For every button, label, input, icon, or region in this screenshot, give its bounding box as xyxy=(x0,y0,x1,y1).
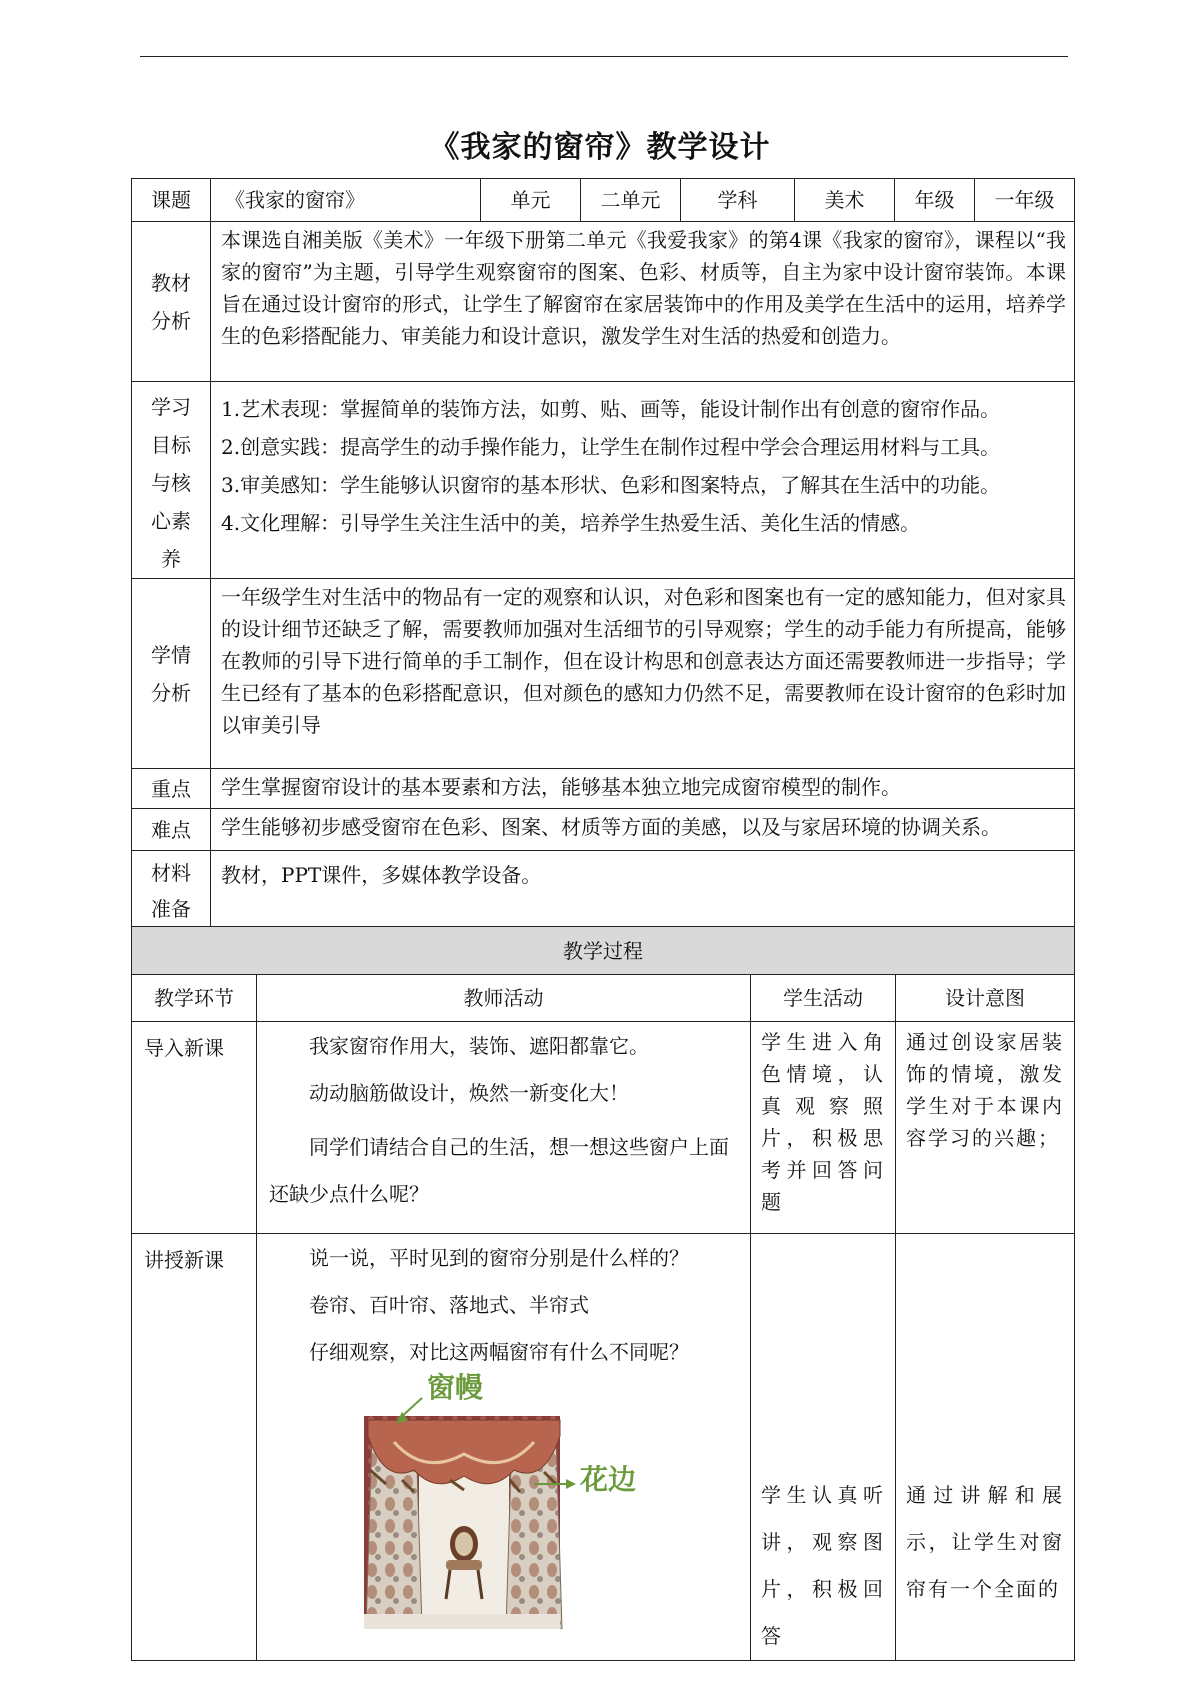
teacher-line: 动动脑筋做设计，焕然一新变化大！ xyxy=(309,1081,629,1105)
info-row xyxy=(132,179,1075,222)
lesson-info-table xyxy=(131,178,1075,929)
key-point-text: 学生掌握窗帘设计的基本要素和方法，能够基本独立地完成窗帘模型的制作。 xyxy=(211,769,1075,809)
difficulty-label: 难点 xyxy=(132,809,211,851)
stage-label: 导入新课 xyxy=(132,1022,257,1234)
curtain-picture xyxy=(364,1384,664,1629)
curtain-illustration xyxy=(364,1371,664,1629)
teaching-process-table xyxy=(131,926,1075,1661)
subject-value: 美术 xyxy=(795,179,895,222)
grade-label: 年级 xyxy=(895,179,975,222)
material-analysis-text: 本课选自湘美版《美术》一年级下册第二单元《我爱我家》的第4课《我家的窗帘》，课程以“我家的窗帘”为主题，引导学生观察窗帘的图案、色彩、材质等，自主为家中设计窗帘装饰。本课旨在通过设计窗帘的形式，让学生了解窗帘在家居装饰中的作用及美学在生活中的运用，培养学生的色彩搭配能力、审美能力和设计意识，激发学生对生活的热爱和创造力。 xyxy=(211,222,1075,382)
stage-label: 讲授新课 xyxy=(132,1234,257,1661)
goal-item: 2.创意实践：提高学生的动手操作能力，让学生在制作过程中学会合理运用材料与工具。 xyxy=(221,435,1001,459)
process-row-teaching xyxy=(132,1234,1075,1661)
goal-item: 1.艺术表现：掌握简单的装饰方法，如剪、贴、画等，能设计制作出有创意的窗帘作品。 xyxy=(221,397,1001,421)
process-heading-row xyxy=(132,927,1075,975)
grade-value: 一年级 xyxy=(975,179,1075,222)
document-title: 《我家的窗帘》教学设计 xyxy=(429,130,771,165)
topic-value: 《我家的窗帘》 xyxy=(211,179,481,222)
column-header: 学生活动 xyxy=(751,975,896,1022)
column-header: 设计意图 xyxy=(896,975,1075,1022)
materials-prep-row xyxy=(132,851,1075,929)
difficulty-row xyxy=(132,809,1075,851)
teacher-activity xyxy=(257,1022,751,1234)
teacher-activity xyxy=(257,1234,751,1661)
teacher-line: 说一说，平时见到的窗帘分别是什么样的？ xyxy=(309,1246,689,1270)
learning-goals-label: 学习 目标 与核 心素 养 xyxy=(132,382,211,579)
process-row-intro xyxy=(132,1022,1075,1234)
student-analysis-row xyxy=(132,579,1075,769)
student-analysis-text: 一年级学生对生活中的物品有一定的观察和认识，对色彩和图案也有一定的感知能力，但对家具的设计细节还缺乏了解，需要教师加强对生活细节的引导观察；学生的动手能力有所提高，能够在教师的引导下进行简单的手工制作，但在设计构思和创意表达方面还需要教师进一步指导；学生已经有了基本的色彩搭配意识，但对颜色的感知力仍然不足，需要教师在设计窗帘的色彩时加以审美引导 xyxy=(211,579,1075,769)
learning-goals-row xyxy=(132,382,1075,579)
process-column-header-row xyxy=(132,975,1075,1022)
column-header: 教学环节 xyxy=(132,975,257,1022)
key-point-label: 重点 xyxy=(132,769,211,809)
difficulty-text: 学生能够初步感受窗帘在色彩、图案、材质等方面的美感，以及与家居环境的协调关系。 xyxy=(211,809,1075,851)
subject-label: 学科 xyxy=(681,179,795,222)
unit-label: 单元 xyxy=(481,179,581,222)
teacher-line: 我家窗帘作用大，装饰、遮阳都靠它。 xyxy=(309,1034,649,1058)
valance-label: 窗幔 xyxy=(427,1371,484,1404)
materials-prep-label: 材料 准备 xyxy=(132,851,211,929)
materials-prep-text: 教材，PPT课件，多媒体教学设备。 xyxy=(211,851,1075,929)
goal-item: 4.文化理解：引导学生关注生活中的美，培养学生热爱生活、美化生活的情感。 xyxy=(221,511,921,535)
student-activity: 学生进入角色情境，认真观察照片，积极思考并回答问题 xyxy=(751,1022,896,1234)
student-activity: 学生认真听讲，观察图片，积极回答 xyxy=(751,1234,896,1661)
trim-label: 花边 xyxy=(580,1463,637,1496)
student-analysis-label: 学情 分析 xyxy=(132,579,211,769)
teacher-line: 同学们请结合自己的生活，想一想这些窗户上面还缺少点什么呢？ xyxy=(269,1135,729,1206)
teacher-line: 仔细观察，对比这两幅窗帘有什么不同呢？ xyxy=(309,1340,689,1364)
key-point-row xyxy=(132,769,1075,809)
topic-label: 课题 xyxy=(132,179,211,222)
unit-value: 二单元 xyxy=(581,179,681,222)
material-analysis-row xyxy=(132,222,1075,382)
teacher-line: 卷帘、百叶帘、落地式、半帘式 xyxy=(309,1293,589,1317)
header-rule xyxy=(140,56,1068,57)
learning-goals-list xyxy=(211,382,1075,579)
material-analysis-label: 教材 分析 xyxy=(132,222,211,382)
column-header: 教师活动 xyxy=(257,975,751,1022)
goal-item: 3.审美感知：学生能够认识窗帘的基本形状、色彩和图案特点，了解其在生活中的功能。 xyxy=(221,473,1001,497)
design-intent: 通过创设家居装饰的情境，激发学生对于本课内容学习的兴趣； xyxy=(896,1022,1075,1234)
design-intent: 通过讲解和展示，让学生对窗帘有一个全面的 xyxy=(896,1234,1075,1661)
process-heading: 教学过程 xyxy=(132,927,1075,975)
